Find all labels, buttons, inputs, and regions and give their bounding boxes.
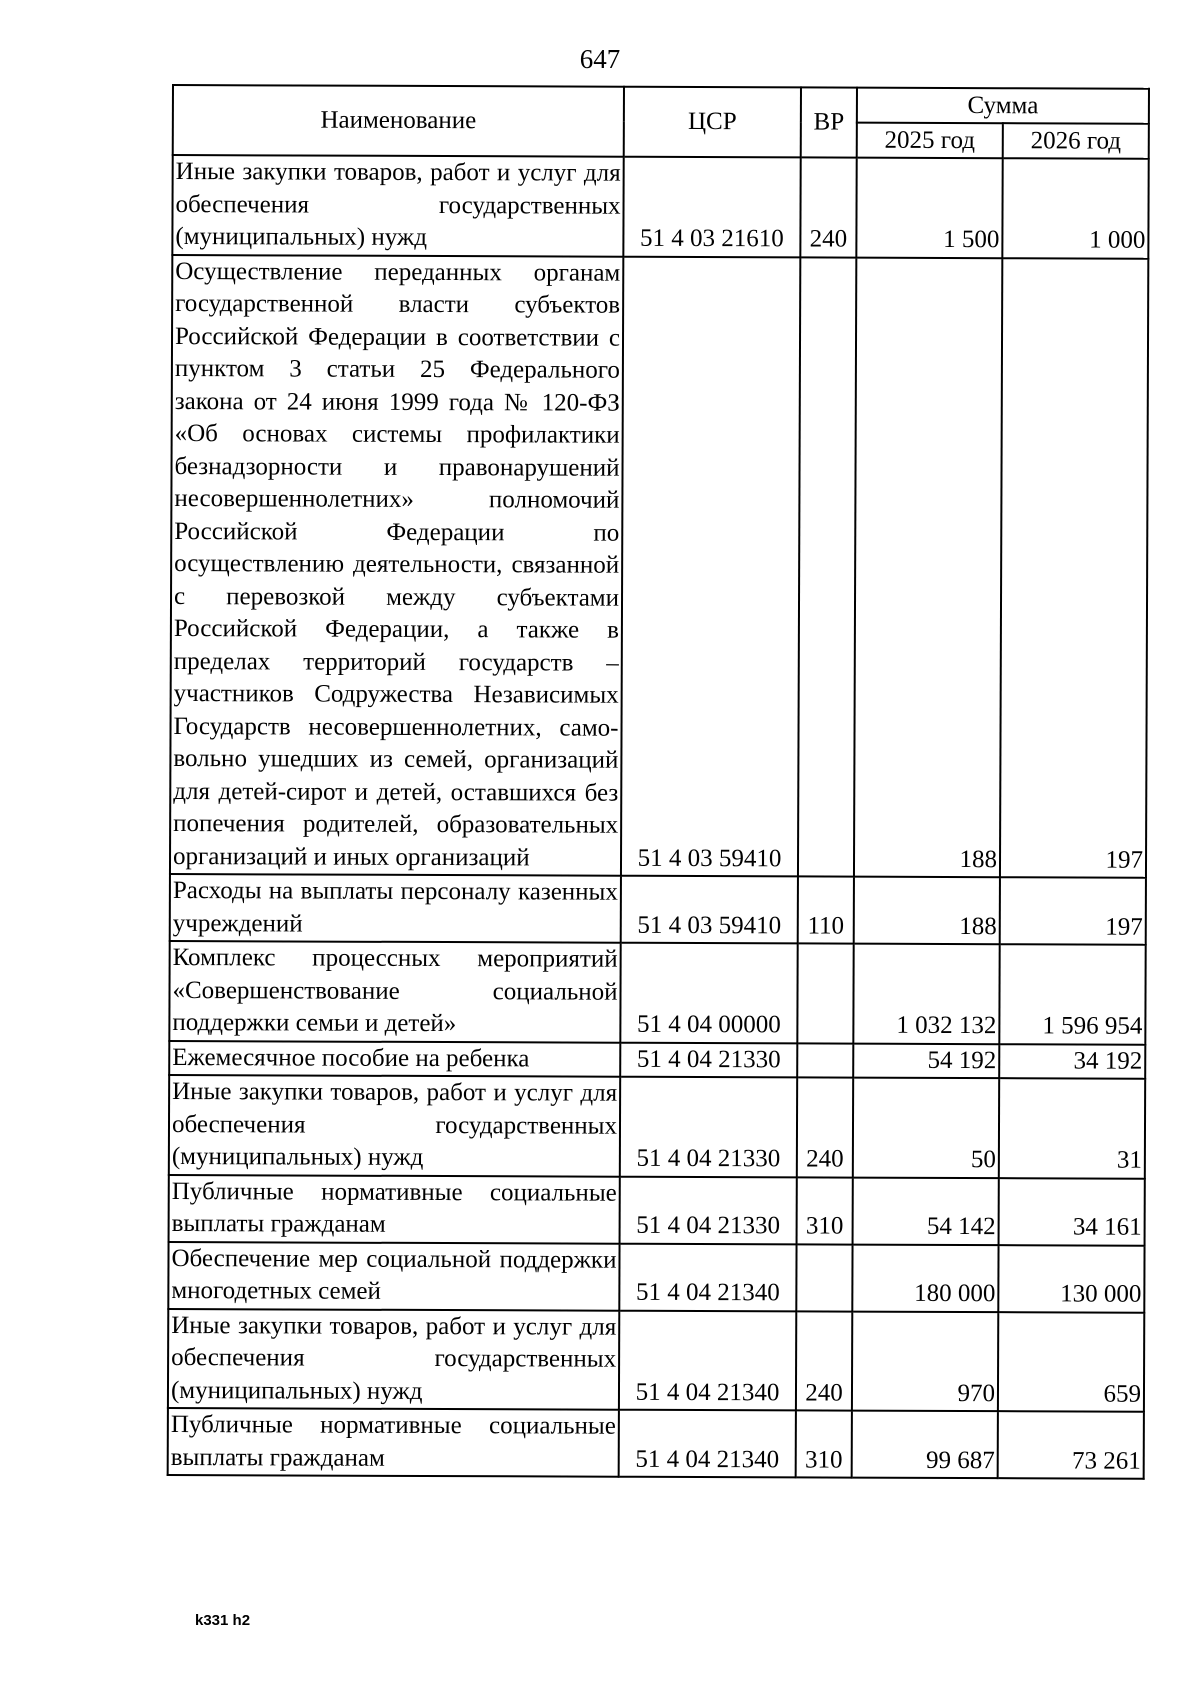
row-name-cell (170, 874, 621, 943)
row-sum-2025: 54 192 (853, 1043, 999, 1078)
row-csr: 51 4 04 21340 (619, 1243, 796, 1311)
row-sum-2026: 1 000 (1002, 158, 1148, 258)
budget-table (167, 84, 1150, 1480)
header-year-2026: 2026 год (1003, 123, 1149, 159)
row-vr: 240 (797, 1077, 853, 1177)
row-name-cell (169, 1075, 620, 1176)
row-sum-2026: 1 596 954 (999, 944, 1145, 1044)
row-sum-2026: 34 192 (999, 1044, 1145, 1079)
row-vr (797, 943, 853, 1043)
table-row (168, 1308, 1144, 1411)
row-name: Публичные нормативные социальные выплаты гражданам (170, 1411, 616, 1472)
row-sum-2025: 1 032 132 (853, 944, 999, 1044)
row-csr: 51 4 04 21330 (620, 1077, 797, 1177)
row-name: Обеспечение мер социальной поддержки многодетных семей (171, 1244, 617, 1305)
footer-code: k331 h2 (195, 1612, 251, 1629)
row-name-cell (169, 1174, 620, 1243)
table-row (170, 255, 1148, 878)
row-sum-2026: 73 261 (998, 1411, 1144, 1479)
row-name-cell (172, 155, 623, 256)
table-row (172, 155, 1148, 258)
table-row (168, 1408, 1144, 1479)
header-name: Наименование (173, 85, 624, 157)
row-name: Иные закупки товаров, работ и услуг для обеспечения государственных (муниципальных) нужд (171, 1078, 618, 1171)
row-name-cell (168, 1408, 619, 1477)
row-csr: 51 4 03 21610 (623, 157, 800, 257)
row-name-cell (168, 1241, 619, 1310)
row-sum-2025: 970 (852, 1311, 998, 1411)
row-csr: 51 4 04 21330 (620, 1176, 797, 1244)
row-sum-2025: 54 142 (853, 1177, 999, 1245)
header-year-2025: 2025 год (857, 123, 1003, 159)
row-sum-2025: 188 (854, 877, 1000, 945)
row-vr: 310 (797, 1177, 853, 1244)
row-vr: 240 (800, 157, 856, 257)
header-vr: ВР (801, 87, 857, 157)
row-vr (798, 257, 856, 877)
header-csr: ЦСР (624, 87, 801, 158)
table-row (170, 874, 1146, 945)
row-sum-2025: 50 (853, 1078, 999, 1178)
row-name: Расходы на выплаты персоналу казенных учреждений (172, 877, 618, 938)
table-row (169, 1174, 1145, 1245)
row-sum-2025: 188 (854, 257, 1002, 877)
row-name-cell (169, 1040, 620, 1076)
row-csr: 51 4 04 21330 (620, 1042, 797, 1077)
row-csr: 51 4 04 21340 (619, 1410, 796, 1478)
table-row (169, 1075, 1145, 1178)
row-csr: 51 4 03 59410 (621, 256, 800, 876)
row-name-cell (169, 941, 620, 1042)
table-row (168, 1241, 1144, 1312)
row-sum-2025: 99 687 (852, 1411, 998, 1479)
row-vr (797, 1043, 853, 1078)
row-sum-2025: 1 500 (856, 158, 1002, 258)
row-sum-2026: 130 000 (998, 1245, 1144, 1313)
row-name: Ежемесячное пособие на ребенка (172, 1043, 530, 1072)
row-csr: 51 4 04 21340 (619, 1310, 796, 1410)
row-name: Иные закупки товаров, работ и услуг для обеспечения государственных (муниципальных) нужд (170, 1311, 617, 1405)
header-row (173, 85, 1149, 124)
row-vr: 110 (798, 876, 854, 943)
row-name-cell (170, 255, 623, 876)
row-name: Комплекс процессных мероприятий «Совершенствование социальной поддержки семьи и детей» (172, 944, 618, 1038)
row-vr (796, 1244, 852, 1311)
row-name: Публичные нормативные социальные выплаты гражданам (171, 1177, 617, 1238)
row-sum-2026: 659 (998, 1312, 1144, 1412)
row-csr: 51 4 03 59410 (621, 876, 798, 944)
row-name: Осуществление переданных органам государственной власти субъектов Российской Федерации в соответствии с пунктом 3 статьи 25 Федерального закона от 24 июня 1999 года № 120-ФЗ «Об основах системы профилактики безнадзорности и правонарушений несовершеннолетних» полномочий Российской Федерации по осуществлению деятельности, связанной с перевозкой между субъектами Российской Федерации, а также в пределах территорий государств – участников Содружества Независимых Государств несовершеннолетних, самовольно ушедших из семей, организаций для детей-сирот и детей, оставшихся без попечения родителей, образовательных организаций и иных организаций (172, 257, 621, 871)
row-sum-2026: 197 (1000, 877, 1146, 945)
row-name: Иные закупки товаров, работ и услуг для обеспечения государственных (муниципальных) нужд (175, 158, 621, 251)
row-name-cell (168, 1308, 619, 1409)
row-sum-2025: 180 000 (852, 1244, 998, 1312)
row-sum-2026: 34 161 (999, 1178, 1145, 1246)
table-row (169, 941, 1145, 1044)
header-sum: Сумма (857, 88, 1149, 124)
row-vr: 310 (796, 1410, 852, 1477)
row-vr: 240 (796, 1311, 852, 1411)
page-number: 647 (579, 44, 621, 74)
row-csr: 51 4 04 00000 (620, 943, 797, 1043)
row-sum-2026: 31 (999, 1078, 1145, 1178)
table-row (169, 1040, 1145, 1078)
row-sum-2026: 197 (1000, 258, 1148, 878)
